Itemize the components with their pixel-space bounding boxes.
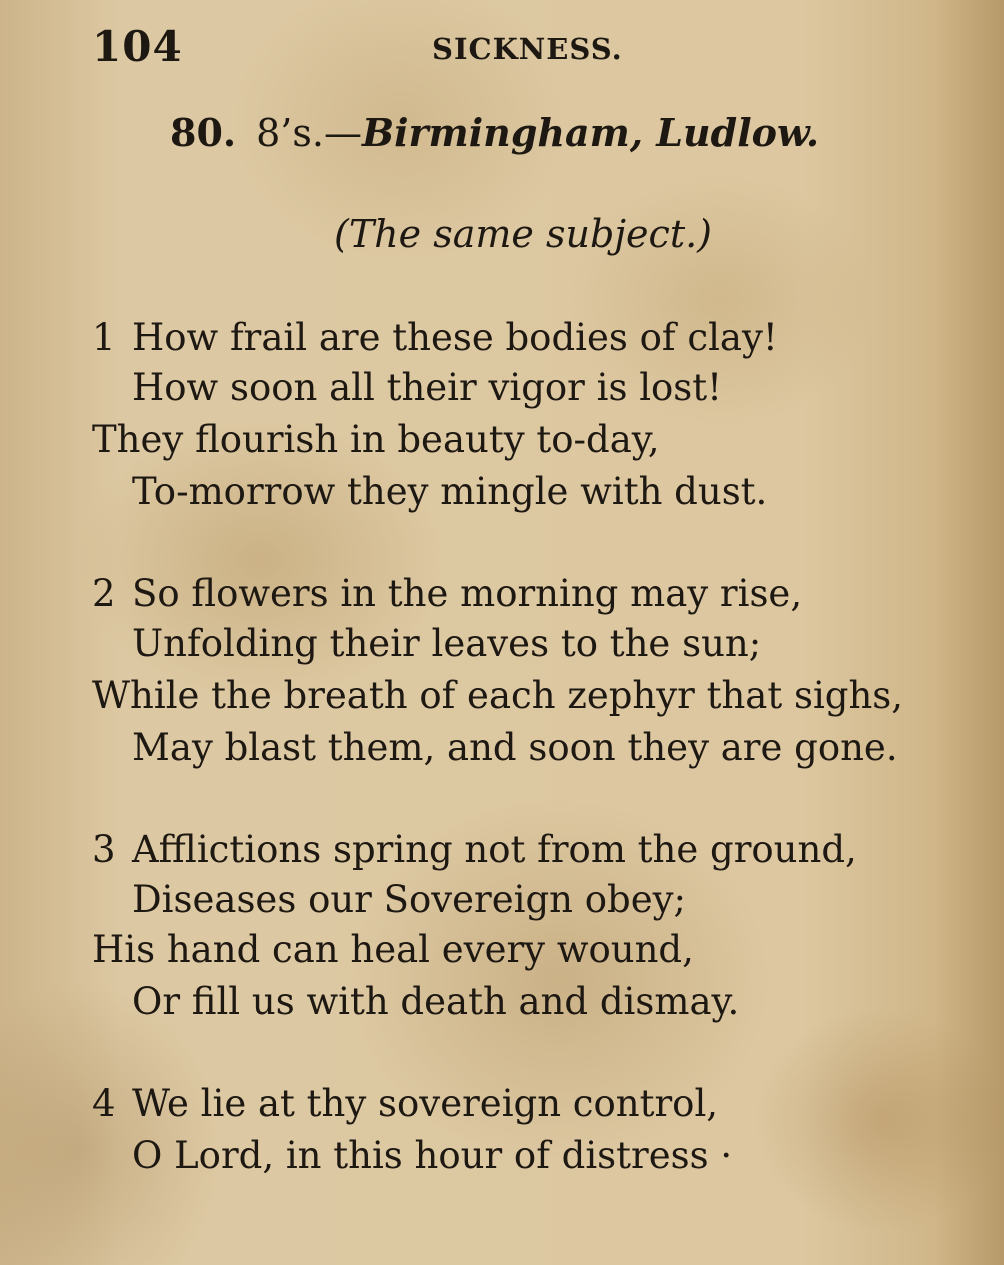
stanza-1-line-4: To-morrow they mingle with dust. [132, 470, 768, 513]
verse-line: Afflictions spring not from the ground, [132, 828, 857, 871]
stanza-number: 1 [92, 316, 116, 359]
page-edge-shadow [934, 0, 1004, 1265]
stanza-1-line-1 [92, 316, 778, 359]
stanza-4-line-2: O Lord, in this hour of distress · [132, 1134, 733, 1177]
stanza-number: 3 [92, 828, 116, 871]
hymn-number: 80. [170, 110, 237, 155]
page-number: 104 [92, 22, 183, 71]
verse-line: How frail are these bodies of clay! [132, 316, 778, 359]
stanza-3-line-2: Diseases our Sovereign obey; [132, 878, 686, 921]
stanza-4-line-1 [92, 1082, 718, 1125]
stanza-2-line-2: Unfolding their leaves to the sun; [132, 622, 762, 665]
stanza-number: 4 [92, 1082, 116, 1125]
stanza-2-line-1 [92, 572, 802, 615]
stanza-2-line-3: While the breath of each zephyr that sighs, [92, 674, 904, 717]
stanza-2-line-4: May blast them, and soon they are gone. [132, 726, 898, 769]
hymn-meter: 8’s.— [256, 111, 362, 155]
stanza-1-line-2: How soon all their vigor is lost! [132, 366, 723, 409]
stanza-3-line-1 [92, 828, 857, 871]
verse-line: So flowers in the morning may rise, [132, 572, 803, 615]
running-head: SICKNESS. [432, 32, 623, 66]
verse-line: We lie at thy sovereign control, [132, 1082, 719, 1125]
stanza-1-line-3: They flourish in beauty to-day, [92, 418, 660, 461]
hymn-subject: (The same subject.) [334, 212, 712, 256]
stanza-number: 2 [92, 572, 116, 615]
hymn-heading [170, 110, 819, 155]
stanza-3-line-4: Or fill us with death and dismay. [132, 980, 740, 1023]
hymn-tunes: Birmingham, Ludlow. [361, 110, 820, 155]
stanza-3-line-3: His hand can heal every wound, [92, 928, 694, 971]
